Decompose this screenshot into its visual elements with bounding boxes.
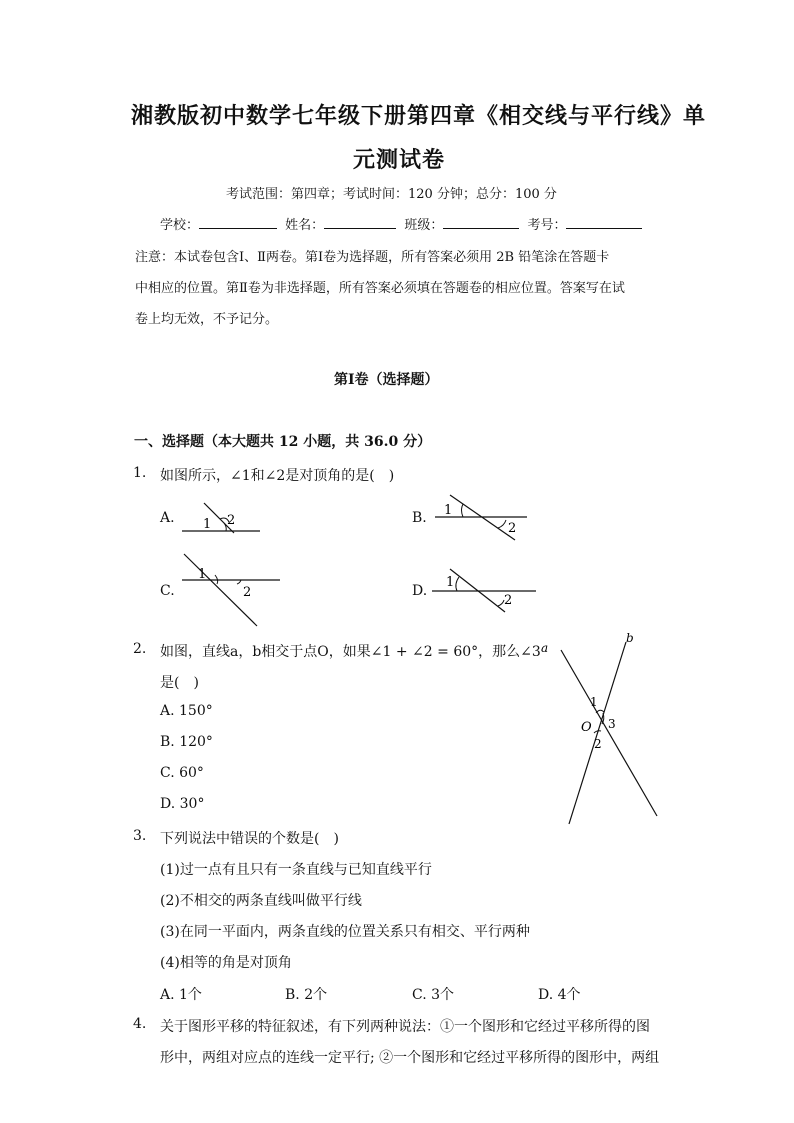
option-label: C. 60° bbox=[160, 765, 204, 781]
exam-info: 考试范围：第四章；考试时间：120 分钟；总分：100 分 bbox=[226, 187, 557, 202]
option-label: C. 3个 bbox=[412, 987, 455, 1003]
notice-line: 卷上均无效，不予记分。 bbox=[135, 312, 279, 327]
angle-3-label: 3 bbox=[608, 717, 616, 731]
q1-figure-d bbox=[430, 564, 540, 616]
class-blank bbox=[443, 214, 519, 229]
question-text: 下列说法中错误的个数是( ) bbox=[160, 831, 339, 847]
angle-label: 2 bbox=[227, 513, 236, 528]
school-label: 学校： bbox=[160, 218, 200, 233]
angle-label: 2 bbox=[504, 593, 513, 608]
number-blank bbox=[566, 214, 642, 229]
question-text: 形中，两组对应点的连线一定平行; ②一个图形和它经过平移所得的图形中，两组 bbox=[160, 1050, 660, 1066]
notice-line: 注意：本试卷包含Ⅰ、Ⅱ两卷。第Ⅰ卷为选择题，所有答案必须用 2B 铅笔涂在答题卡 bbox=[135, 250, 610, 265]
statement: (4)相等的角是对顶角 bbox=[160, 955, 292, 971]
q2-figure bbox=[530, 628, 670, 828]
angle-label: 1 bbox=[446, 575, 455, 590]
q1-figure-c bbox=[180, 550, 284, 630]
statement: (1)过一点有且只有一条直线与已知直线平行 bbox=[160, 862, 432, 878]
question-number: 1. bbox=[133, 465, 147, 481]
option-label: A. 150° bbox=[160, 703, 213, 719]
page-title-line2: 元测试卷 bbox=[353, 147, 446, 173]
page-title-line1: 湘教版初中数学七年级下册第四章《相交线与平行线》单 bbox=[131, 103, 707, 129]
statement: (2)不相交的两条直线叫做平行线 bbox=[160, 893, 362, 909]
angle-2-label: 2 bbox=[594, 737, 602, 751]
option-label: A. bbox=[160, 510, 175, 526]
option-label: B. 120° bbox=[160, 734, 213, 750]
school-blank bbox=[199, 214, 277, 229]
q1-figure-b bbox=[430, 492, 530, 544]
volume-title: 第Ⅰ卷（选择题） bbox=[334, 372, 439, 388]
q1-figure-a bbox=[180, 498, 264, 536]
question-text: 关于图形平移的特征叙述，有下列两种说法：①一个图形和它经过平移所得的图 bbox=[160, 1019, 650, 1035]
class-label: 班级： bbox=[404, 218, 444, 233]
angle-label: 2 bbox=[243, 585, 252, 600]
angle-label: 1 bbox=[203, 517, 212, 532]
angle-label: 1 bbox=[444, 503, 453, 518]
question-text: 是( ) bbox=[160, 675, 199, 691]
statement: (3)在同一平面内，两条直线的位置关系只有相交、平行两种 bbox=[160, 924, 530, 940]
student-fields bbox=[160, 214, 642, 233]
option-label: D. 4个 bbox=[538, 987, 581, 1003]
line-a-label: a bbox=[541, 641, 549, 655]
name-blank bbox=[324, 214, 396, 229]
name-label: 姓名： bbox=[285, 218, 325, 233]
angle-label: 1 bbox=[198, 567, 207, 582]
option-label: B. 2个 bbox=[285, 987, 328, 1003]
question-number: 3. bbox=[133, 828, 147, 844]
point-o-label: O bbox=[581, 720, 592, 735]
question-number: 4. bbox=[133, 1016, 147, 1032]
option-label: A. 1个 bbox=[160, 987, 202, 1003]
number-label: 考号： bbox=[527, 218, 567, 233]
option-label: D. 30° bbox=[160, 796, 205, 812]
question-text: 如图所示，∠1和∠2是对顶角的是( ) bbox=[160, 468, 395, 484]
question-number: 2. bbox=[133, 641, 147, 657]
angle-1-label: 1 bbox=[590, 695, 598, 709]
option-label: D. bbox=[412, 583, 428, 599]
line-b-label: b bbox=[626, 631, 634, 645]
option-label: B. bbox=[412, 510, 427, 526]
option-label: C. bbox=[160, 583, 175, 599]
line-b bbox=[569, 642, 626, 824]
notice-line: 中相应的位置。第Ⅱ卷为非选择题，所有答案必须填在答题卷的相应位置。答案写在试 bbox=[135, 281, 625, 296]
section-title: 一、选择题（本大题共 12 小题，共 36.0 分） bbox=[134, 434, 432, 450]
question-text: 如图，直线a，b相交于点O，如果∠1 + ∠2 = 60°，那么∠3 bbox=[160, 644, 541, 660]
line-a bbox=[561, 650, 657, 816]
angle-label: 2 bbox=[508, 521, 517, 536]
